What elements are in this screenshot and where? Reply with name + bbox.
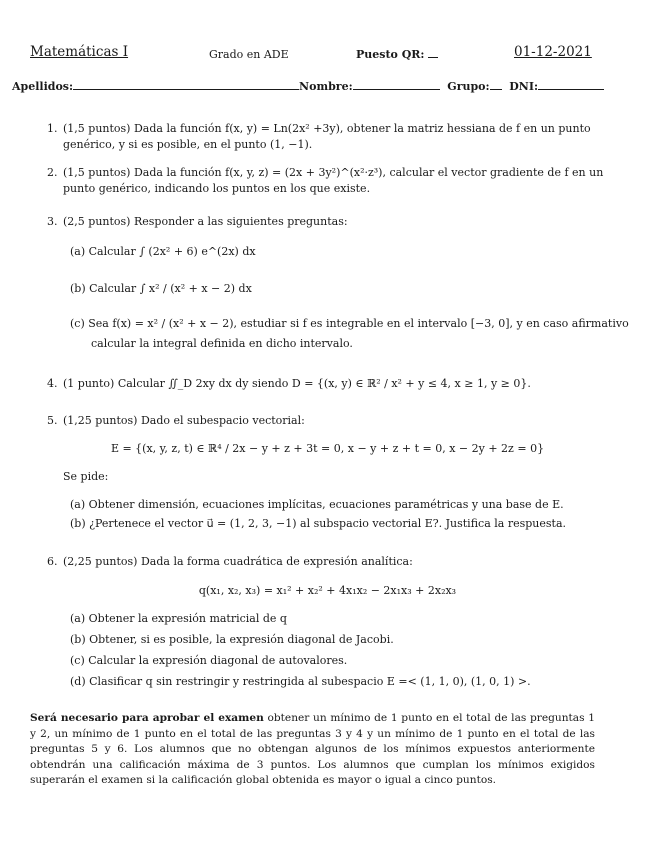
note-bold-lead: Será necesario para aprobar el examen <box>30 712 264 724</box>
q2-number: 2. <box>47 166 58 179</box>
q2-line1: (1,5 puntos) Dada la función f(x, y, z) = (2x + 3y²)^(x²·z³), calcular el vector gradiente de f en un <box>63 166 604 179</box>
q5-intro: (1,25 puntos) Dado el subespacio vectorial: <box>63 414 305 427</box>
apellidos-field[interactable] <box>73 88 299 90</box>
q3-part-c-line1: (c) Sea f(x) = x² / (x² + x − 2), estudiar si f es integrable en el intervalo [−3, 0], y en caso afirmativo <box>70 317 629 330</box>
q3-part-b: (b) Calcular ∫ x² / (x² + x − 2) dx <box>70 282 252 295</box>
nombre-field[interactable] <box>353 88 440 90</box>
q6-part-d: (d) Clasificar q sin restringir y restringida al subespacio E =< (1, 1, 0), (1, 0, 1) >. <box>70 675 531 688</box>
q3-part-c-line2: calcular la integral definida en dicho intervalo. <box>91 337 353 350</box>
exam-date: 01-12-2021 <box>514 44 592 60</box>
q2-line2: punto genérico, indicando los puntos en los que existe. <box>63 182 371 195</box>
puesto-qr-label: Puesto QR: <box>356 48 438 61</box>
q5-part-b: (b) ¿Pertenece el vector u⃗ = (1, 2, 3, −1) al subspacio vectorial E?. Justifica la respuesta. <box>70 517 566 530</box>
degree-label: Grado en ADE <box>209 48 289 61</box>
q6-number: 6. <box>47 555 58 568</box>
q5-se-pide: Se pide: <box>63 470 109 483</box>
q1-number: 1. <box>47 122 58 135</box>
q5-part-a: (a) Obtener dimensión, ecuaciones implícitas, ecuaciones paramétricas y una base de E. <box>70 498 564 511</box>
puesto-qr-field[interactable] <box>428 56 438 58</box>
dni-field[interactable] <box>538 88 604 90</box>
nombre-label: Nombre: <box>299 80 353 93</box>
grupo-field[interactable] <box>490 88 502 90</box>
grupo-label: Grupo: <box>447 80 490 93</box>
q4-line1: (1 punto) Calcular ∬_D 2xy dx dy siendo D = {(x, y) ∈ ℝ² / x² + y ≤ 4, x ≥ 1, y ≥ 0}. <box>63 377 531 390</box>
course-title: Matemáticas I <box>30 44 129 60</box>
q3-part-a: (a) Calcular ∫ (2x² + 6) e^(2x) dx <box>70 245 256 258</box>
q4-number: 4. <box>47 377 58 390</box>
q5-number: 5. <box>47 414 58 427</box>
q6-part-a: (a) Obtener la expresión matricial de q <box>70 612 287 625</box>
q1-line2: genérico, y si es posible, en el punto (1, −1). <box>63 138 313 151</box>
apellidos-label: Apellidos: <box>12 80 74 93</box>
q6-intro: (2,25 puntos) Dada la forma cuadrática de expresión analítica: <box>63 555 413 568</box>
dni-label: DNI: <box>509 80 539 93</box>
student-info-row <box>12 80 604 93</box>
q6-part-c: (c) Calcular la expresión diagonal de autovalores. <box>70 654 348 667</box>
q1-line1: (1,5 puntos) Dada la función f(x, y) = Ln(2x² +3y), obtener la matriz hessiana de f en un punto <box>63 122 591 135</box>
passing-requirements-note <box>30 711 595 789</box>
q6-formula: q(x₁, x₂, x₃) = x₁² + x₂² + 4x₁x₂ − 2x₁x₃ + 2x₂x₃ <box>198 584 457 597</box>
q3-number: 3. <box>47 215 58 228</box>
q3-intro: (2,5 puntos) Responder a las siguientes preguntas: <box>63 215 348 228</box>
q6-part-b: (b) Obtener, si es posible, la expresión diagonal de Jacobi. <box>70 633 394 646</box>
note-body: obtener un mínimo de 1 punto en el total de las preguntas 1 y 2, un mínimo de 1 punto en el total de las preguntas 3 y 4 y un mínimo de 1 punto en el total de las preguntas 5 y 6. Los alumnos que no obtengan algunos de los mínimos expuestos anteriormente obtendrán una calificación máxima de 3 puntos. Los alumnos que cumplan los mínimos exigidos superarán el examen si la calificación global obtenida es mayor o igual a cinco puntos. <box>30 712 595 787</box>
q5-formula: E = {(x, y, z, t) ∈ ℝ⁴ / 2x − y + z + 3t = 0, x − y + z + t = 0, x − 2y + 2z = 0} <box>110 442 545 455</box>
